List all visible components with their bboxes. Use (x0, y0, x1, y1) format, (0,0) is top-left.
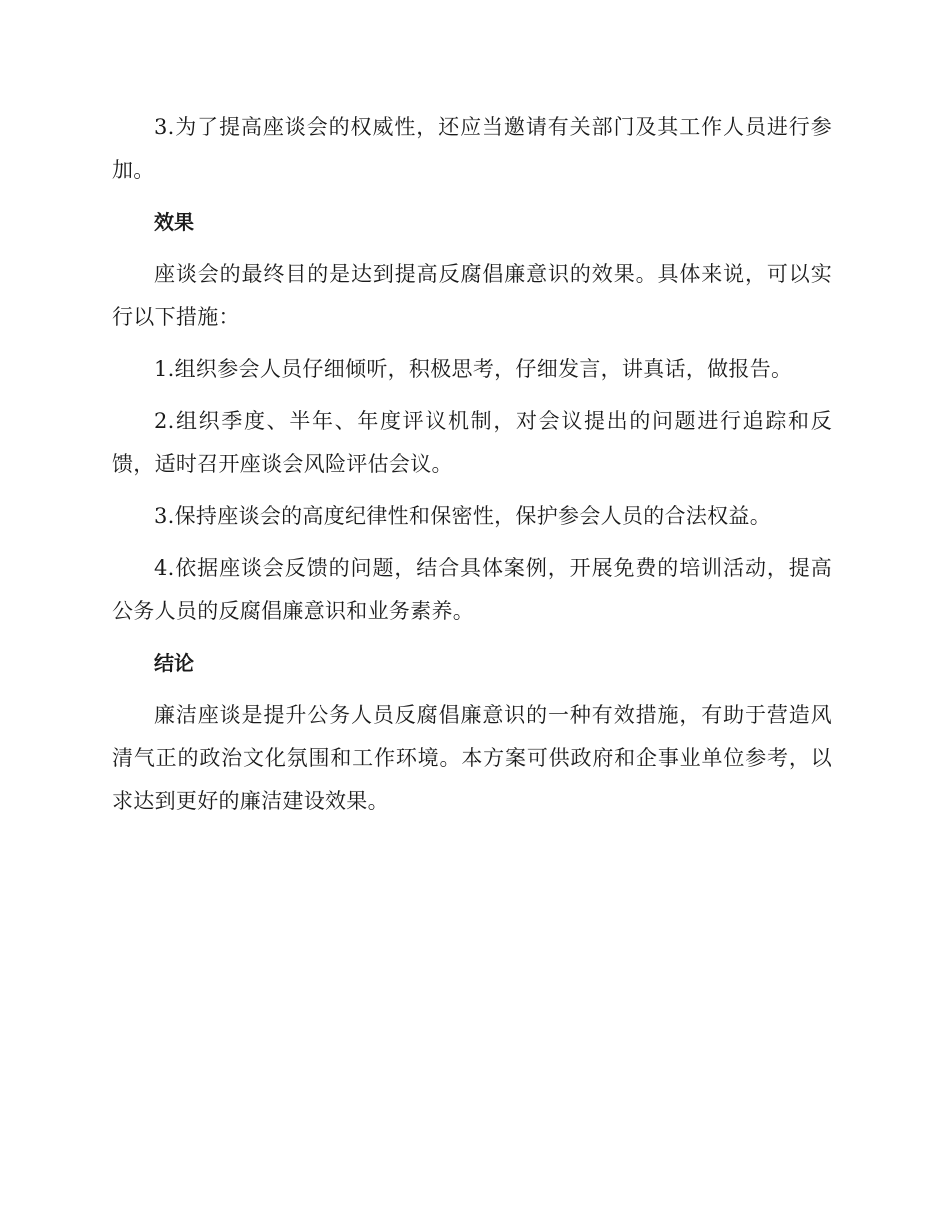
paragraph-invite-departments: 3.为了提高座谈会的权威性，还应当邀请有关部门及其工作人员进行参加。 (112, 115, 832, 182)
section-heading-effect: 效果 (154, 210, 194, 234)
section-heading-conclusion: 结论 (154, 651, 194, 675)
paragraph-effect-intro: 座谈会的最终目的是达到提高反腐倡廉意识的效果。具体来说，可以实行以下措施： (112, 262, 832, 329)
paragraph-conclusion: 廉洁座谈是提升公务人员反腐倡廉意识的一种有效措施，有助于营造风清气正的政治文化氛围和工作环境。本方案可供政府和企事业单位参考，以求达到更好的廉洁建设效果。 (112, 703, 832, 813)
list-item-measure-4: 4.依据座谈会反馈的问题，结合具体案例，开展免费的培训活动，提高公务人员的反腐倡廉意识和业务素养。 (112, 556, 832, 623)
list-item-measure-1: 1.组织参会人员仔细倾听，积极思考，仔细发言，讲真话，做报告。 (154, 357, 793, 381)
list-item-measure-2: 2.组织季度、半年、年度评议机制，对会议提出的问题进行追踪和反馈，适时召开座谈会风险评估会议。 (112, 409, 832, 476)
list-item-measure-3: 3.保持座谈会的高度纪律性和保密性，保护参会人员的合法权益。 (154, 504, 772, 528)
document-body (112, 106, 832, 832)
